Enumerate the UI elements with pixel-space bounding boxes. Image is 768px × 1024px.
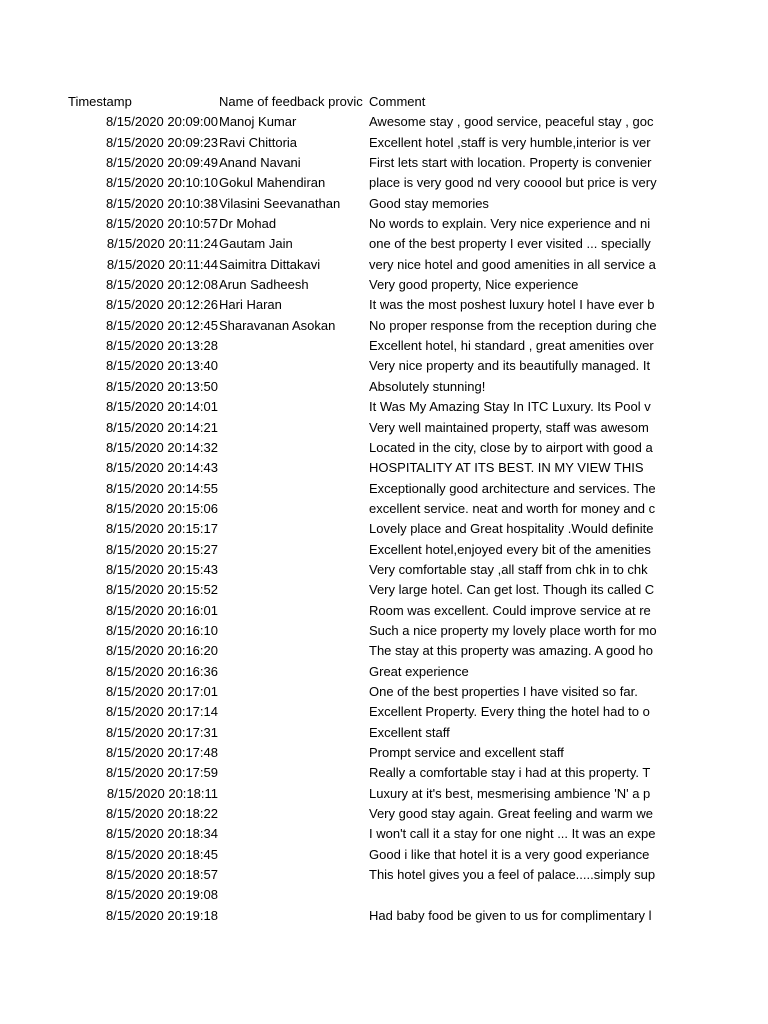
- cell-comment: I won't call it a stay for one night ... It was an expe: [369, 826, 656, 842]
- cell-name: [219, 662, 368, 682]
- cell-timestamp: 8/15/2020 20:19:08: [105, 887, 218, 903]
- cell-name: [219, 682, 368, 702]
- cell-comment: Great experience: [369, 663, 469, 679]
- cell-comment: Really a comfortable stay i had at this property. T: [369, 765, 651, 781]
- cell-name: Saimitra Dittakavi: [219, 256, 321, 272]
- cell-comment: No proper response from the reception during che: [369, 317, 657, 333]
- table-row: [0, 112, 768, 132]
- cell-name: [219, 377, 368, 397]
- cell-name: Manoj Kumar: [219, 114, 297, 130]
- cell-comment: Room was excellent. Could improve service at re: [369, 602, 651, 618]
- header-timestamp: Timestamp: [68, 94, 132, 109]
- cell-comment: very nice hotel and good amenities in all service a: [369, 256, 656, 272]
- cell-timestamp: 8/15/2020 20:13:50: [105, 378, 218, 394]
- cell-timestamp: 8/15/2020 20:09:00: [105, 114, 218, 130]
- cell-timestamp: 8/15/2020 20:17:59: [105, 765, 218, 781]
- cell-comment: Absolutely stunning!: [369, 378, 486, 394]
- cell-name: Dr Mohad: [219, 216, 277, 232]
- cell-comment: Had baby food be given to us for complimentary l: [369, 907, 652, 923]
- cell-timestamp: 8/15/2020 20:13:40: [105, 358, 218, 374]
- cell-comment: place is very good nd very cooool but price is very: [369, 175, 657, 191]
- table-row: [0, 682, 768, 702]
- cell-name: [219, 560, 368, 580]
- table-row: [0, 234, 768, 254]
- cell-name: [219, 763, 368, 783]
- cell-name: [219, 865, 368, 885]
- cell-timestamp: 8/15/2020 20:14:21: [105, 419, 218, 435]
- feedback-sheet: [0, 92, 768, 926]
- cell-name: [219, 845, 368, 865]
- cell-name: [219, 580, 368, 600]
- table-row: [0, 662, 768, 682]
- cell-timestamp: 8/15/2020 20:13:28: [105, 338, 218, 354]
- cell-timestamp: 8/15/2020 20:12:26: [105, 297, 218, 313]
- cell-name: Anand Navani: [219, 155, 301, 171]
- cell-comment: Very large hotel. Can get lost. Though its called C: [369, 582, 655, 598]
- table-row: [0, 499, 768, 519]
- cell-comment: This hotel gives you a feel of palace.....simply sup: [369, 867, 656, 883]
- table-row: [0, 194, 768, 214]
- cell-comment: Excellent Property. Every thing the hotel had to o: [369, 704, 650, 720]
- cell-timestamp: 8/15/2020 20:09:49: [105, 155, 218, 171]
- table-row: [0, 214, 768, 234]
- table-row: [0, 356, 768, 376]
- cell-comment: Excellent hotel, hi standard , great amenities over: [369, 338, 654, 354]
- cell-name: [219, 397, 368, 417]
- cell-timestamp: 8/15/2020 20:15:06: [105, 500, 218, 516]
- table-row: [0, 377, 768, 397]
- cell-name: Hari Haran: [219, 297, 282, 313]
- cell-comment: Excellent hotel,enjoyed every bit of the amenities: [369, 541, 651, 557]
- table-row: [0, 784, 768, 804]
- table-row: [0, 336, 768, 356]
- cell-comment: Good stay memories: [369, 195, 489, 211]
- cell-name: [219, 438, 368, 458]
- cell-name: [219, 723, 368, 743]
- cell-comment: It was the most poshest luxury hotel I have ever b: [369, 297, 655, 313]
- cell-name: [219, 601, 368, 621]
- cell-comment: Very comfortable stay ,all staff from chk in to chk: [369, 561, 648, 577]
- cell-timestamp: 8/15/2020 20:16:20: [105, 643, 218, 659]
- table-row: [0, 885, 768, 905]
- cell-timestamp: 8/15/2020 20:18:45: [105, 846, 218, 862]
- cell-comment: It Was My Amazing Stay In ITC Luxury. Its Pool v: [369, 399, 651, 415]
- cell-timestamp: 8/15/2020 20:15:43: [105, 561, 218, 577]
- cell-comment: Exceptionally good architecture and services. The: [369, 480, 656, 496]
- table-row: [0, 173, 768, 193]
- table-row: [0, 275, 768, 295]
- cell-comment: one of the best property I ever visited ... specially: [369, 236, 651, 252]
- cell-name: [219, 418, 368, 438]
- table-row: [0, 743, 768, 763]
- cell-timestamp: 8/15/2020 20:15:27: [105, 541, 218, 557]
- table-row: [0, 560, 768, 580]
- cell-timestamp: 8/15/2020 20:11:24: [106, 236, 218, 252]
- cell-timestamp: 8/15/2020 20:09:23: [105, 134, 218, 150]
- cell-name: [219, 702, 368, 722]
- table-row: [0, 906, 768, 926]
- cell-timestamp: 8/15/2020 20:16:10: [105, 622, 218, 638]
- cell-name: [219, 641, 368, 661]
- table-row: [0, 641, 768, 661]
- cell-comment: Excellent staff: [369, 724, 450, 740]
- cell-timestamp: 8/15/2020 20:14:01: [105, 399, 218, 415]
- cell-timestamp: 8/15/2020 20:17:14: [105, 704, 218, 720]
- cell-name: [219, 479, 368, 499]
- cell-timestamp: 8/15/2020 20:10:38: [105, 195, 218, 211]
- table-row: [0, 804, 768, 824]
- table-row: [0, 438, 768, 458]
- table-row: [0, 621, 768, 641]
- cell-name: Sharavanan Asokan: [219, 317, 336, 333]
- table-row: [0, 845, 768, 865]
- cell-comment: Good i like that hotel it is a very good experiance: [369, 846, 650, 862]
- cell-timestamp: 8/15/2020 20:10:57: [105, 216, 218, 232]
- cell-comment: First lets start with location. Property is convenier: [369, 155, 652, 171]
- cell-timestamp: 8/15/2020 20:17:48: [105, 745, 218, 760]
- cell-comment: Lovely place and Great hospitality .Would definite: [369, 521, 654, 537]
- cell-comment: HOSPITALITY AT ITS BEST. IN MY VIEW THIS: [369, 460, 644, 476]
- cell-timestamp: 8/15/2020 20:19:18: [105, 907, 218, 923]
- cell-timestamp: 8/15/2020 20:16:01: [105, 602, 218, 618]
- cell-timestamp: 8/15/2020 20:17:31: [105, 724, 218, 740]
- data-rows: [0, 112, 768, 926]
- table-row: [0, 255, 768, 275]
- cell-comment: excellent service. neat and worth for money and c: [369, 500, 656, 516]
- table-row: [0, 397, 768, 417]
- cell-name: [219, 458, 368, 478]
- cell-name: Gautam Jain: [219, 236, 293, 252]
- cell-comment: Very good stay again. Great feeling and warm we: [369, 806, 653, 822]
- cell-name: [219, 499, 368, 519]
- header-name: Name of feedback provic: [219, 94, 363, 109]
- cell-comment: Prompt service and excellent staff: [369, 745, 564, 760]
- cell-timestamp: 8/15/2020 20:17:01: [105, 683, 218, 699]
- cell-timestamp: 8/15/2020 20:18:22: [105, 806, 218, 822]
- table-row: [0, 723, 768, 743]
- cell-comment: One of the best properties I have visited so far.: [369, 683, 638, 699]
- cell-name: [219, 540, 368, 560]
- cell-name: [219, 906, 368, 926]
- table-row: [0, 418, 768, 438]
- table-row: [0, 519, 768, 539]
- cell-comment: Such a nice property my lovely place worth for mo: [369, 622, 657, 638]
- cell-name: Ravi Chittoria: [219, 134, 298, 150]
- cell-name: [219, 885, 368, 905]
- table-row: [0, 458, 768, 478]
- cell-comment: Very nice property and its beautifully managed. It: [369, 358, 651, 374]
- table-row: [0, 295, 768, 315]
- table-row: [0, 540, 768, 560]
- cell-name: [219, 356, 368, 376]
- cell-timestamp: 8/15/2020 20:12:45: [105, 317, 218, 333]
- cell-comment: Excellent hotel ,staff is very humble,interior is ver: [369, 134, 651, 150]
- cell-name: [219, 519, 368, 539]
- cell-comment: [369, 885, 670, 905]
- cell-timestamp: 8/15/2020 20:18:11: [106, 785, 218, 801]
- cell-timestamp: 8/15/2020 20:16:36: [105, 663, 218, 679]
- table-row: [0, 763, 768, 783]
- table-row: [0, 601, 768, 621]
- cell-timestamp: 8/15/2020 20:12:08: [105, 277, 218, 293]
- cell-comment: No words to explain. Very nice experience and ni: [369, 216, 651, 232]
- cell-comment: Very good property, Nice experience: [369, 277, 579, 293]
- header-comment: Comment: [369, 94, 426, 109]
- table-row: [0, 479, 768, 499]
- cell-name: [219, 784, 368, 804]
- table-row: [0, 702, 768, 722]
- cell-name: [219, 621, 368, 641]
- cell-timestamp: 8/15/2020 20:15:52: [105, 582, 218, 598]
- header-row: [0, 92, 768, 112]
- cell-name: [219, 804, 368, 824]
- table-row: [0, 316, 768, 336]
- cell-comment: Awesome stay , good service, peaceful stay , goc: [369, 114, 654, 130]
- table-row: [0, 824, 768, 844]
- table-row: [0, 580, 768, 600]
- table-row: [0, 133, 768, 153]
- table-row: [0, 153, 768, 173]
- table-row: [0, 865, 768, 885]
- cell-comment: The stay at this property was amazing. A good ho: [369, 643, 653, 659]
- cell-timestamp: 8/15/2020 20:11:44: [106, 256, 218, 272]
- cell-comment: Luxury at it's best, mesmerising ambience 'N' a p: [369, 785, 651, 801]
- cell-timestamp: 8/15/2020 20:14:43: [105, 460, 218, 476]
- cell-timestamp: 8/15/2020 20:14:55: [105, 480, 218, 496]
- cell-name: [219, 743, 368, 763]
- cell-timestamp: 8/15/2020 20:14:32: [105, 439, 218, 455]
- cell-name: [219, 824, 368, 844]
- cell-timestamp: 8/15/2020 20:18:57: [105, 867, 218, 883]
- cell-comment: Located in the city, close by to airport with good a: [369, 439, 653, 455]
- cell-name: Vilasini Seevanathan: [219, 195, 341, 211]
- cell-timestamp: 8/15/2020 20:18:34: [105, 826, 218, 842]
- cell-timestamp: 8/15/2020 20:10:10: [105, 175, 218, 191]
- cell-timestamp: 8/15/2020 20:15:17: [105, 521, 218, 537]
- cell-comment: Very well maintained property, staff was awesom: [369, 419, 649, 435]
- cell-name: Arun Sadheesh: [219, 277, 309, 293]
- cell-name: [219, 336, 368, 356]
- cell-name: Gokul Mahendiran: [219, 175, 326, 191]
